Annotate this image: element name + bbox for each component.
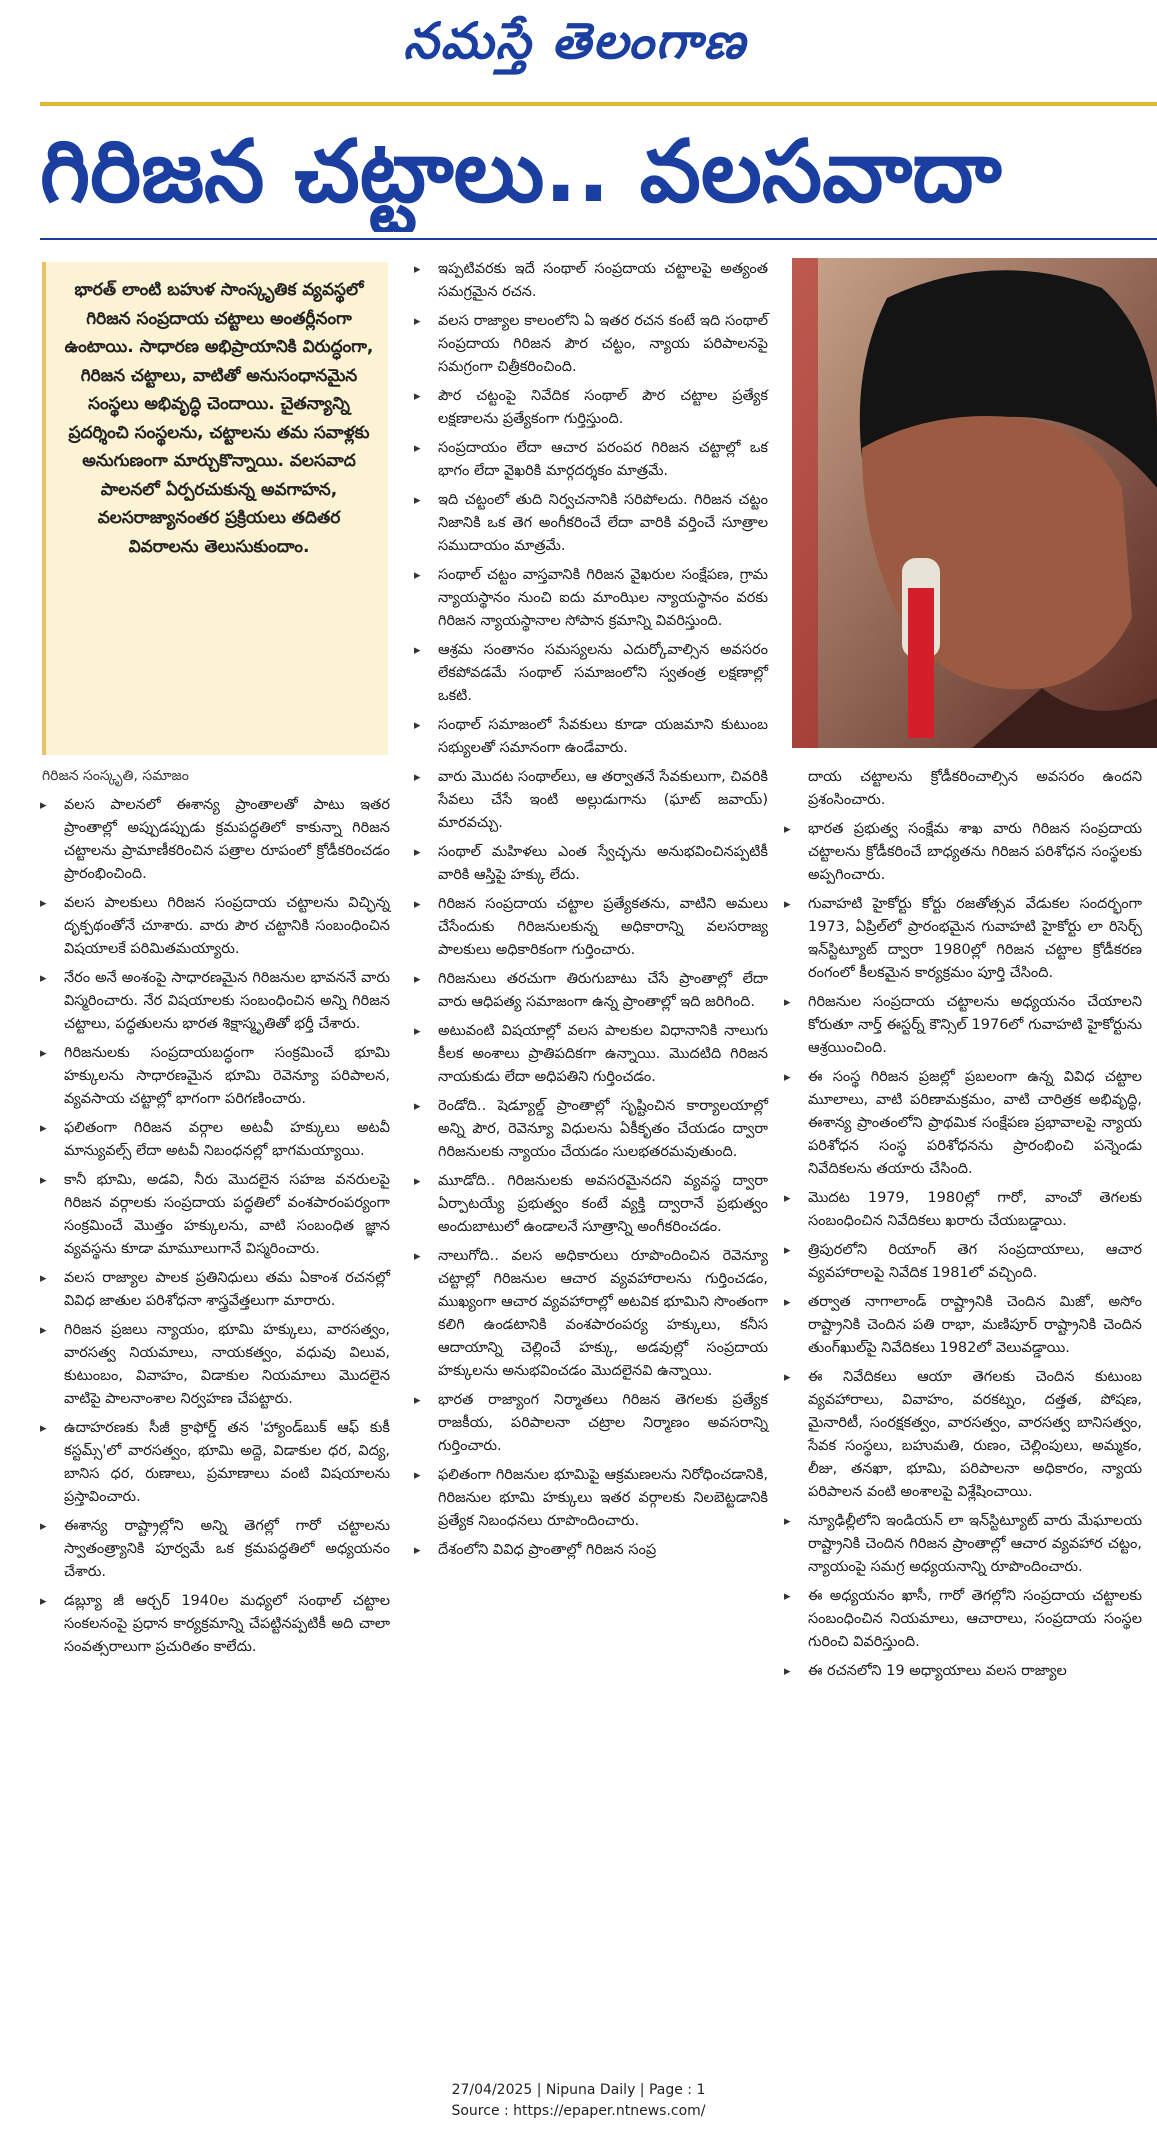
- list-item: [782, 1239, 1142, 1285]
- list-item-text: ఈ సంస్థ గిరిజన ప్రజల్లో ప్రబలంగా ఉన్న వివిధ చట్టాల మూలాలు, వాటి పరిణామక్రమం, వాటి చారిత్రక అభివృద్ధి, ఈశాన్య ప్రాంతంలోని ప్రాథమిక సంక్షేపణ ప్రభావాలపై న్యాయ పరిశోధన సంస్థ పరిశోధనను ప్రారంభించి పన్నెండు నివేదికలను తయారు చేసింది.: [808, 1069, 1142, 1177]
- list-item: [412, 639, 768, 708]
- masthead-divider: [40, 102, 1157, 106]
- list-item-text: ఉదాహరణకు సీజీ క్రాఫోర్డ్ తన 'హ్యాండ్‌బుక్ ఆఫ్ కుకీ కస్టమ్స్'లో వారసత్వం, భూమి అద్దె, విడాకుల ధర, విద్య, బానిస ధర, రుణాలు, ప్రమాణాలు వంటి విషయాలను ప్రస్తావించారు.: [64, 1420, 390, 1505]
- list-item: [782, 1291, 1142, 1360]
- tribal-man-photo: [792, 258, 1157, 748]
- list-item: [38, 892, 390, 961]
- bullet-icon: ▸: [40, 1323, 47, 1338]
- list-item-text: ఇప్పటివరకు ఇదే సంథాల్ సంప్రదాయ చట్టాలపై అత్యంత సమగ్రమైన రచన.: [438, 261, 768, 300]
- bullet-icon: ▸: [784, 1295, 791, 1310]
- list-item: [782, 1585, 1142, 1654]
- bullet-icon: ▸: [414, 1468, 421, 1483]
- footer-date-line: 27/04/2025 | Nipuna Daily | Page : 1: [451, 2082, 706, 2098]
- list-item: [782, 1366, 1142, 1504]
- list-item-text: సంథాల్ చట్టం వాస్తవానికి గిరిజన వైఖరుల సంక్షేపణ, గ్రామ న్యాయస్థానం నుంచి ఐదు మాంఝిల న్యాయస్థానం వరకు గిరిజన న్యాయస్థానాల సోపాన క్రమాన్ని వివరిస్తుంది.: [438, 567, 768, 629]
- list-item-text: వలస రాజ్యాల కాలంలోని ఏ ఇతర రచన కంటే ఇది సంథాల్ సంప్రదాయ గిరిజన పౌర చట్టం, న్యాయ పరిపాలనపై సమగ్రంగా చిత్రీకరించింది.: [438, 313, 768, 375]
- list-item: [412, 385, 768, 431]
- list-item: [412, 1170, 768, 1239]
- bullet-icon: ▸: [414, 493, 421, 508]
- bullet-icon: ▸: [784, 1070, 791, 1085]
- headline-divider: [40, 238, 1157, 240]
- list-item: [38, 1590, 390, 1659]
- bullet-icon: ▸: [40, 1046, 47, 1061]
- list-item-text: గిరిజనులు తరచుగా తిరుగుబాటు చేసే ప్రాంతాల్లో లేదా వారు ఆధిపత్య సమాజంగా ఉన్న ప్రాంతాల్లో ఇది జరిగింది.: [438, 971, 768, 1010]
- page-title: గిరిజన చట్టాలు.. వలసవాదా: [40, 122, 1002, 222]
- list-item: [38, 1117, 390, 1163]
- bullet-icon: ▸: [414, 314, 421, 329]
- article-column-2: [412, 258, 768, 1568]
- list-item: [782, 1187, 1142, 1233]
- list-item-text: గిరిజనులకు సంప్రదాయబద్ధంగా సంక్రమించే భూమి హక్కులను సాధారణమైన భూమి రెవెన్యూ పరిపాలన, వ్యవసాయ చట్టాల్లో భాగంగా పరిగణించారు.: [64, 1045, 390, 1107]
- list-item-text: ఈ అధ్యయనం ఖాసీ, గారో తెగల్లోని సంప్రదాయ చట్టాలకు సంబంధించిన నియమాలు, ఆచారాలు, సంప్రదాయ సంస్థల గురించి వివరిస్తుంది.: [808, 1588, 1142, 1650]
- bullet-icon: ▸: [414, 1024, 421, 1039]
- list-item-text: ఈ నివేదికలు ఆయా తెగలకు చెందిన కుటుంబ వ్యవహారాలు, వివాహం, వరకట్నం, దత్తత, పోషణ, మైనారిటీ, సంరక్షకత్వం, వారసత్వం, వారసత్వ బానిసత్వం, సేవక సంస్థలు, బహుమతి, రుణం, చెల్లింపులు, అమ్మకం, లీజు, తనఖా, భూమి, పరిపాలనా అధికారం, న్యాయ పరిపాలన వంటి అంశాలపై విశ్లేషించాయి.: [808, 1369, 1142, 1500]
- list-item: [412, 437, 768, 483]
- bullet-icon: ▸: [40, 1121, 47, 1136]
- bullet-icon: ▸: [784, 897, 791, 912]
- bullet-icon: ▸: [784, 1514, 791, 1529]
- bullet-icon: ▸: [784, 1664, 791, 1679]
- bullet-icon: ▸: [784, 995, 791, 1010]
- bullet-icon: ▸: [784, 1589, 791, 1604]
- section-label: గిరిజన సంస్కృతి, సమాజం: [42, 768, 189, 784]
- list-item: [38, 1042, 390, 1111]
- bullet-icon: ▸: [414, 897, 421, 912]
- list-item: [782, 893, 1142, 985]
- bullet-icon: ▸: [40, 896, 47, 911]
- list-item-text: త్రిపురలోని రియాంగ్ తెగ సంప్రదాయాలు, ఆచార వ్యవహారాలపై నివేదిక 1981లో వచ్చింది.: [808, 1242, 1142, 1281]
- bullet-icon: ▸: [784, 822, 791, 837]
- list-item-text: ఈశాన్య రాష్ట్రాల్లోని అన్ని తెగల్లో గారో చట్టాలను స్వాతంత్ర్యానికి పూర్వమే ఒక క్రమపద్ధతిలో అధ్యయనం చేశారు.: [64, 1518, 390, 1580]
- list-item: [412, 1464, 768, 1533]
- list-item: [412, 893, 768, 962]
- bullet-icon: ▸: [40, 971, 47, 986]
- list-item-text: రెండోది.. షెడ్యూల్డ్ ప్రాంతాల్లో సృష్టించిన కార్యాలయాల్లో అన్ని పౌర, రెవెన్యూ విధులను ఏకీకృతం చేయడం ద్వారా గిరిజనులకు న్యాయం చేయడం సులభతరమవుతుంది.: [438, 1098, 768, 1160]
- list-item: [38, 1169, 390, 1261]
- bullet-icon: ▸: [414, 972, 421, 987]
- list-item: [782, 1660, 1142, 1683]
- list-item: [412, 1539, 768, 1562]
- masthead: [0, 0, 1157, 100]
- list-item: [412, 841, 768, 887]
- list-item-text: ఆశ్రమ సంతానం సమస్యలను ఎదుర్కోవాల్సిన అవసరం లేకపోవడమే సంథాల్ సమాజంలోని స్వతంత్ర లక్షణాల్లో ఒకటి.: [438, 642, 768, 704]
- bullet-icon: ▸: [40, 1173, 47, 1188]
- list-item-text: అటువంటి విషయాల్లో వలస పాలకుల విధానానికి నాలుగు కీలక అంశాలు ప్రాతిపదికగా ఉన్నాయి. మొదటిది గిరిజన నాయకుడు లేదా అధిపతిని గుర్తించడం.: [438, 1023, 768, 1085]
- list-item-text: గిరిజన సంప్రదాయ చట్టాల ప్రత్యేకతను, వాటిని అమలు చేసేందుకు గిరిజనులకున్న అధికారాన్ని వలసరాజ్య పాలకులు అధికారికంగా గుర్తించారు.: [438, 896, 768, 958]
- list-item: [38, 1267, 390, 1313]
- list-item-text: న్యూఢిల్లీలోని ఇండియన్ లా ఇన్‌స్టిట్యూట్ వారు మేఘాలయ రాష్ట్రానికి చెందిన గిరిజన ప్రాంతాల్లో ఆచార వ్యవహార చట్టం, న్యాయంపై సమగ్ర అధ్యయనాన్ని రూపొందించారు.: [808, 1513, 1142, 1575]
- bullet-icon: ▸: [414, 845, 421, 860]
- list-item: [782, 1510, 1142, 1579]
- list-item-text: భారత ప్రభుత్వ సంక్షేమ శాఖ వారు గిరిజన సంప్రదాయ చట్టాలను క్రోడీకరించే బాధ్యతను గిరిజన పరిశోధన సంస్థలకు అప్పగించారు.: [808, 821, 1142, 883]
- list-item-text: సంథాల్ సమాజంలో సేవకులు కూడా యజమాని కుటుంబ సభ్యులతో సమానంగా ఉండేవారు.: [438, 717, 768, 756]
- list-item-text: ఫలితంగా గిరిజన వర్గాల అటవీ హక్కులు అటవీ మాన్యువల్స్ లేదా అటవీ నిబంధనల్లో భాగమయ్యాయి.: [64, 1120, 390, 1159]
- list-item: [38, 794, 390, 886]
- bullet-icon: ▸: [40, 798, 47, 813]
- bullet-icon: ▸: [784, 1191, 791, 1206]
- footer-source-line: Source : https://epaper.ntnews.com/: [451, 2103, 706, 2119]
- bullet-icon: ▸: [414, 262, 421, 277]
- list-item-text: వారు మొదట సంథాల్‌లు, ఆ తర్వాతనే సేవకులుగా, చివరికి సేవలు చేసే ఇంటి అల్లుడుగాను (ఘాట్ జవాయ్) మారవచ్చు.: [438, 769, 768, 831]
- list-item: [38, 1417, 390, 1509]
- list-item-text: ఇది చట్టంలో తుది నిర్వచనానికి సరిపోలదు. గిరిజన చట్టం నిజానికి ఒక తెగ అంగీకరించే లేదా వారికి వర్తించే సూత్రాల సముదాయం మాత్రమే.: [438, 492, 768, 554]
- intro-text: భారత్ లాంటి బహుళ సాంస్కృతిక వ్యవస్థలో గిరిజన సంప్రదాయ చట్టాలు అంతర్లీనంగా ఉంటాయి. సాధారణ అభిప్రాయానికి విరుద్ధంగా, గిరిజన చట్టాలు, వాటితో అనుసంధానమైన సంస్థలు అభివృద్ధి చెందాయి. చైతన్యాన్ని ప్రదర్శించి సంస్థలను, చట్టాలను తమ సవాళ్లకు అనుగుణంగా మార్చుకొన్నాయి. వలసవాద పాలనలో ఏర్పరచుకున్న అవగాహన, వలసరాజ్యానంతర ప్రక్రియలు తదితర వివరాలను తెలుసుకుందాం.: [64, 280, 374, 557]
- col3-lead-text: దాయ చట్టాలను క్రోడీకరించాల్సిన అవసరం ఉందని ప్రశంసించారు.: [808, 769, 1142, 808]
- list-item: [412, 258, 768, 304]
- list-item-text: సంప్రదాయం లేదా ఆచార పరంపర గిరిజన చట్టాల్లో ఒక భాగం లేదా వైఖరికి మార్గదర్శకం మాత్రమే.: [438, 440, 768, 479]
- list-item: [412, 310, 768, 379]
- newspaper-logo: నమస్తే తెలంగాణ: [403, 12, 747, 70]
- list-item-text: మూడోది.. గిరిజనులకు అవసరమైనదని వ్యవస్థ ద్వారా ఏర్పాటయ్యే ప్రభుత్వం కంటే వ్యక్తి ద్వారానే ప్రభుత్వం అందుబాటులో ఉండాలనే సూత్రాన్ని అంగీకరించడం.: [438, 1173, 768, 1235]
- list-item: [412, 1245, 768, 1383]
- list-item-text: డబ్ల్యూ జీ ఆర్చర్ 1940ల మధ్యలో సంథాల్ చట్టాల సంకలనంపై ప్రధాన కార్యక్రమాన్ని చేపట్టినప్పటికీ అది చాలా సంవత్సరాలుగా ప్రచురితం కాలేదు.: [64, 1593, 390, 1655]
- bullet-icon: ▸: [414, 718, 421, 733]
- bullet-icon: ▸: [414, 1543, 421, 1558]
- list-item: [412, 1389, 768, 1458]
- list-item: [412, 1020, 768, 1089]
- article-column-3: [782, 766, 1142, 1689]
- bullet-icon: ▸: [784, 1370, 791, 1385]
- list-item-text: పౌర చట్టంపై నివేదిక సంథాల్ పౌర చట్టాల ప్రత్యేక లక్షణాలను ప్రత్యేకంగా గుర్తిస్తుంది.: [438, 388, 768, 427]
- list-item-text: నాలుగోది.. వలస అధికారులు రూపొందించిన రెవెన్యూ చట్టాల్లో గిరిజనుల ఆచార వ్యవహారాలను గుర్తించడం, ముఖ్యంగా ఆచార వ్యవహారాల్లో అటవిక భూమిని సొంతంగా కలిగి ఉండటానికి వంశపారంపర్య హక్కులు, కనీస ఆదాయాన్ని చెల్లించే హక్కు, అడవుల్లో సంప్రదాయ హక్కులను అనుభవించడం మొదలైనవి ఉన్నాయి.: [438, 1248, 768, 1379]
- bullet-icon: ▸: [414, 643, 421, 658]
- list-item-text: సంథాల్ మహిళలు ఎంత స్వేచ్ఛను అనుభవించినప్పటికీ వారికి ఆస్తిపై హక్కు లేదు.: [438, 844, 768, 883]
- bullet-icon: ▸: [414, 1249, 421, 1264]
- list-item-text: గిరిజనుల సంప్రదాయ చట్టాలను అధ్యయనం చేయాలని కోరుతూ నార్త్ ఈస్టర్న్ కౌన్సిల్ 1976లో గువాహటి హైకోర్టును ఆశ్రయించింది.: [808, 994, 1142, 1056]
- list-item-text: ఫలితంగా గిరిజనుల భూమిపై ఆక్రమణలను నిరోధించడానికి, గిరిజనుల భూమి హక్కులు ఇతర వర్గాలకు నిలబెట్టడానికి ప్రత్యేక నిబంధనలు రూపొందించారు.: [438, 1467, 768, 1529]
- footer: [0, 2080, 1157, 2122]
- list-item-text: వలస రాజ్యాల పాలక ప్రతినిధులు తమ ఏకాంశ రచనల్లో వివిధ జాతుల పరిశోధనా శాస్త్రవేత్తలుగా మారారు.: [64, 1270, 390, 1309]
- bullet-icon: ▸: [40, 1519, 47, 1534]
- list-item-text: గిరిజన ప్రజలు న్యాయం, భూమి హక్కులు, వారసత్వం, వారసత్వ నియమాలు, నాయకత్వం, వధువు విలువ, కుటుంబం, వివాహం, విడాకుల నియమాలు మొదలైన వాటిపై పాలనాంశాల నిర్వహణ చేపట్టారు.: [64, 1322, 390, 1407]
- list-item: [38, 1319, 390, 1411]
- list-item: [38, 967, 390, 1036]
- list-item: [412, 1095, 768, 1164]
- list-item-lead: [782, 766, 1142, 812]
- list-item-text: భారత రాజ్యాంగ నిర్మాతలు గిరిజన తెగలకు ప్రత్యేక రాజకీయ, పరిపాలనా చట్రాల నిర్మాణం అవసరాన్ని గుర్తించారు.: [438, 1392, 768, 1454]
- list-item-text: వలస పాలనలో ఈశాన్య ప్రాంతాలతో పాటు ఇతర ప్రాంతాల్లో అప్పుడప్పుడు క్రమపద్ధతిలో కాకున్నా గిరిజన చట్టాలను ప్రామాణీకరించిన పత్రాల రూపంలో క్రోడీకరించడం ప్రారంభించింది.: [64, 797, 390, 882]
- list-item: [412, 564, 768, 633]
- list-item: [412, 489, 768, 558]
- list-item: [782, 818, 1142, 887]
- bullet-icon: ▸: [40, 1271, 47, 1286]
- list-item: [412, 766, 768, 835]
- article-column-1: [38, 794, 390, 1665]
- bullet-icon: ▸: [414, 1099, 421, 1114]
- list-item-text: కానీ భూమి, అడవి, నీరు మొదలైన సహజ వనరులపై గిరిజన వర్గాలకు సంప్రదాయ పద్ధతిలో వంశపారంపర్యంగా సంక్రమించే మొత్తం హక్కులను, వాటి సంబంధిత జ్ఞాన వ్యవస్థను కూడా మామూలుగానే విస్మరించారు.: [64, 1172, 390, 1257]
- list-item: [782, 1066, 1142, 1181]
- list-item-text: దేశంలోని వివిధ ప్రాంతాల్లో గిరిజన సంప్ర: [438, 1542, 657, 1558]
- bullet-icon: ▸: [414, 441, 421, 456]
- list-item-text: తర్వాత నాగాలాండ్ రాష్ట్రానికి చెందిన మిజో, అసోం రాష్ట్రానికి చెందిన పతి రాభా, మణిపూర్ రాష్ట్రానికి చెందిన తుంగ్‌ఖుల్‌పై నివేదికలు 1982లో వెలువడ్డాయి.: [808, 1294, 1142, 1356]
- bullet-icon: ▸: [414, 1393, 421, 1408]
- photo-illustration: [792, 258, 1157, 748]
- bullet-icon: ▸: [414, 1174, 421, 1189]
- list-item: [412, 968, 768, 1014]
- list-item-text: వలస పాలకులు గిరిజన సంప్రదాయ చట్టాలను విచ్ఛిన్న దృక్పథంతోనే చూశారు. వారు పౌర చట్టానికి సంబంధించిన విషయాలకే పరిమితమయ్యారు.: [64, 895, 390, 957]
- bullet-icon: ▸: [414, 568, 421, 583]
- bullet-icon: ▸: [40, 1421, 47, 1436]
- intro-box: [42, 262, 388, 755]
- bullet-icon: ▸: [414, 770, 421, 785]
- bullet-icon: ▸: [40, 1594, 47, 1609]
- list-item: [782, 991, 1142, 1060]
- list-item-text: మొదట 1979, 1980ల్లో గారో, వాంచో తెగలకు సంబంధించిన నివేదికలు ఖరారు చేయబడ్డాయి.: [808, 1190, 1142, 1229]
- list-item: [412, 714, 768, 760]
- list-item-text: నేరం అనే అంశంపై సాధారణమైన గిరిజనుల భావననే వారు విస్మరించారు. నేర విషయాలకు సంబంధించిన అన్ని గిరిజన చట్టాలు, పద్ధతులను భారత శిక్షాస్మృతితో భర్తీ చేశారు.: [64, 970, 390, 1032]
- list-item-text: గువాహటి హైకోర్టు కోర్టు రజతోత్సవ వేడుకల సందర్భంగా 1973, ఏప్రిల్‌లో ప్రారంభమైన గువాహటి హైకోర్టు లా రిసెర్చ్ ఇన్‌స్టిట్యూట్ ద్వారా 1980ల్లో గిరిజన చట్టాల క్రోడీకరణ రంగంలో కీలకమైన కార్యక్రమం పూర్తి చేసింది.: [808, 896, 1142, 981]
- bullet-icon: ▸: [784, 1243, 791, 1258]
- list-item: [38, 1515, 390, 1584]
- bullet-icon: ▸: [414, 389, 421, 404]
- list-item-text: ఈ రచనలోని 19 అధ్యాయాలు వలస రాజ్యాల: [808, 1663, 1067, 1679]
